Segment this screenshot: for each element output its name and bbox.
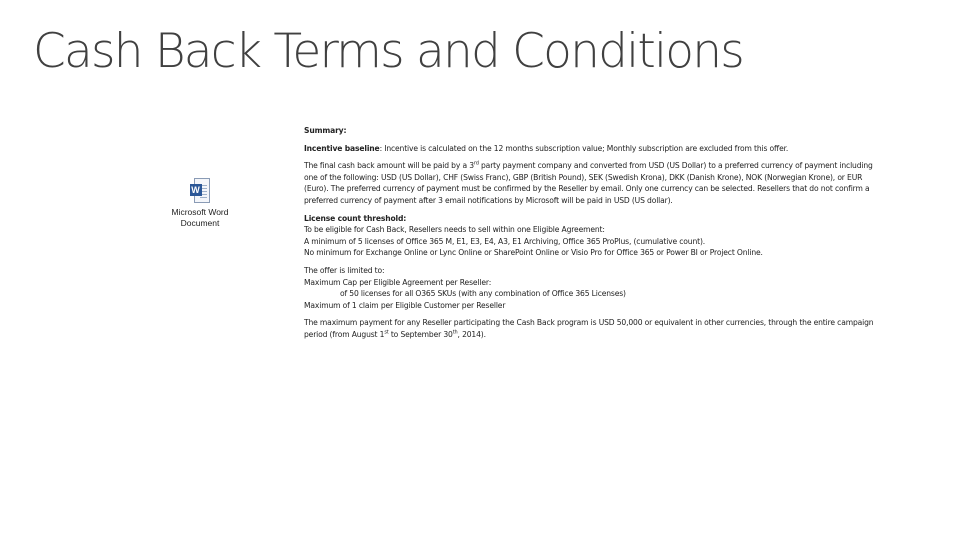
license-line-2: A minimum of 5 licenses of Office 365 M, E1, E3, E4, A3, E1 Archiving, Office 365 ProPlus, (cumulative count). [304, 236, 706, 246]
license-paragraph [304, 213, 884, 259]
max-sup-1: st [384, 329, 389, 336]
limit-line-2: Maximum Cap per Eligible Agreement per Reseller: [304, 277, 492, 287]
word-document-icon[interactable] [190, 178, 211, 204]
page-title: Cash Back Terms and Conditions [33, 24, 743, 79]
limit-line-3: of 50 licenses for all O365 SKUs (with any combination of Office 365 Licenses) [340, 289, 626, 299]
max-text-1: The maximum payment for any Reseller participating the Cash Back program is USD 50,000 or equivalent in other currencies, through the entire campaign period (from August 1 [304, 318, 874, 339]
embedded-word-document[interactable] [158, 178, 242, 229]
limit-line-1: The offer is limited to: [304, 265, 385, 275]
payment-text-2: party payment company and converted from USD (US Dollar) to a preferred currency of payment including one of the following: USD (US Dollar), CHF (Swiss Franc), GBP (British Pound), SEK (Swedish Krona), DKK (Danish Krone), NOK (Norwegian Krone), or EUR (Euro). The preferred currency of payment must be confirmed by the Reseller by email. Only one currency can be selected. Resellers that do not confirm a preferred currency of payment after 3 email notifications by Microsoft will be paid in USD (US dollar). [304, 161, 873, 205]
terms-body [304, 125, 884, 347]
incentive-paragraph [304, 143, 884, 155]
max-payment-paragraph [304, 317, 884, 340]
incentive-label: Incentive baseline [304, 143, 380, 153]
embedded-object-label-line1: Microsoft Word [171, 207, 229, 217]
license-line-3: No minimum for Exchange Online or Lync Online or SharePoint Online or Visio Pro for Office 365 or Power BI or Project Online. [304, 248, 763, 258]
payment-sup: rd [473, 160, 479, 167]
limit-paragraph [304, 265, 884, 311]
payment-text-1: The final cash back amount will be paid by a 3 [304, 161, 474, 171]
max-text-3: , 2014). [457, 329, 486, 339]
summary-heading: Summary: [304, 126, 347, 135]
license-line-1: To be eligible for Cash Back, Resellers needs to sell within one Eligible Agreement: [304, 225, 605, 235]
license-heading: License count threshold: [304, 213, 407, 223]
incentive-text: : Incentive is calculated on the 12 months subscription value; Monthly subscription are excluded from this offer. [379, 143, 789, 153]
word-badge: W [191, 185, 200, 195]
payment-paragraph [304, 160, 884, 206]
limit-line-4: Maximum of 1 claim per Eligible Customer per Reseller [304, 300, 506, 310]
max-sup-2: th [452, 329, 458, 336]
embedded-object-label-line2: Document [180, 218, 220, 228]
max-text-2: to September 30 [388, 329, 453, 339]
